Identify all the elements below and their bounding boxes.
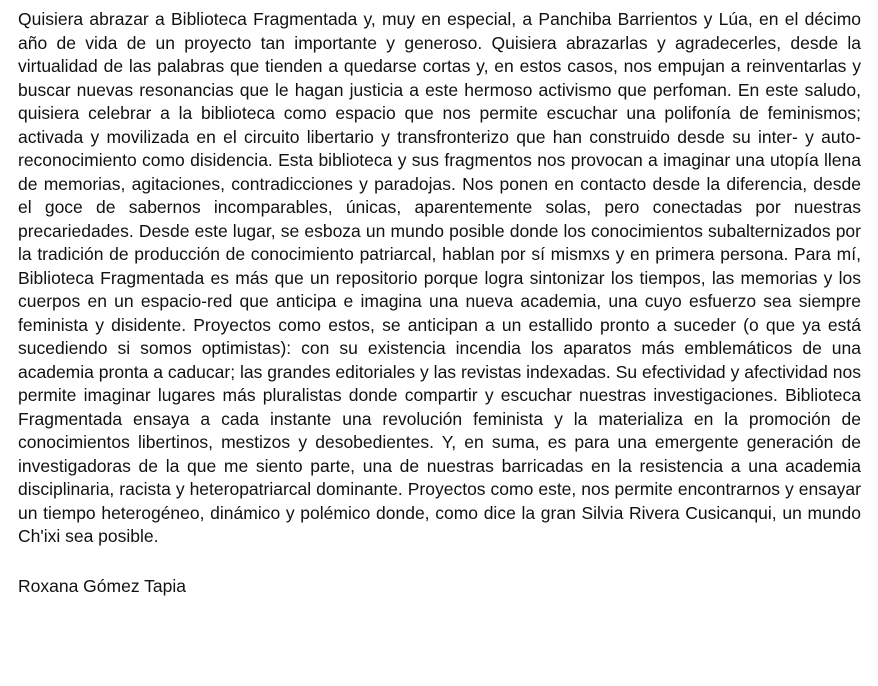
- body-paragraph: Quisiera abrazar a Biblioteca Fragmentada y, muy en especial, a Panchiba Barrientos y Lúa, en el décimo año de vida de un proyecto tan importante y generoso. Quisiera abrazarlas y agradecerles, desde la virtualidad de las palabras que tienden a quedarse cortas y, en estos casos, nos empujan a reinventarlas y buscar nuevas resonancias que le hagan justicia a este hermoso activismo que perfoman. En este saludo, quisiera celebrar a la biblioteca como espacio que nos permite escuchar una polifonía de feminismos; activada y movilizada en el circuito libertario y transfronterizo que han construido desde su inter- y auto- reconocimiento como disidencia. Esta biblioteca y sus fragmentos nos provocan a imaginar una utopía llena de memorias, agitaciones, contradicciones y paradojas. Nos ponen en contacto desde la diferencia, desde el goce de sabernos incomparables, únicas, aparentemente solas, pero conectadas por nuestras precariedades. Desde este lugar, se esboza un mundo posible donde los conocimientos subalternizados por la tradición de producción de conocimiento patriarcal, hablan por sí mismxs y en primera persona. Para mí, Biblioteca Fragmentada es más que un repositorio porque logra sintonizar los tiempos, las memorias y los cuerpos en un espacio-red que anticipa e imagina una nueva academia, una cuyo esfuerzo sea siempre feminista y disidente. Proyectos como estos, se anticipan a un estallido pronto a suceder (o que ya está sucediendo si somos optimistas): con su existencia incendia los aparatos más emblemáticos de una academia pronta a caducar; las grandes editoriales y las revistas indexadas. Su efectividad y afectividad nos permite imaginar lugares más pluralistas donde compartir y escuchar nuestras investigaciones. Biblioteca Fragmentada ensaya a cada instante una revolución feminista y la materializa en la promoción de conocimientos libertinos, mestizos y desobedientes. Y, en suma, es para una emergente generación de investigadoras de la que me siento parte, una de nuestras barricadas en la resistencia a una academia disciplinaria, racista y heteropatriarcal dominante. Proyectos como este, nos permite encontrarnos y ensayar un tiempo heterogéneo, dinámico y polémico donde, como dice la gran Silvia Rivera Cusicanqui, un mundo Ch'ixi sea posible.: [18, 9, 861, 546]
- document-page: [18, 8, 861, 598]
- author-signature: Roxana Gómez Tapia: [18, 575, 186, 596]
